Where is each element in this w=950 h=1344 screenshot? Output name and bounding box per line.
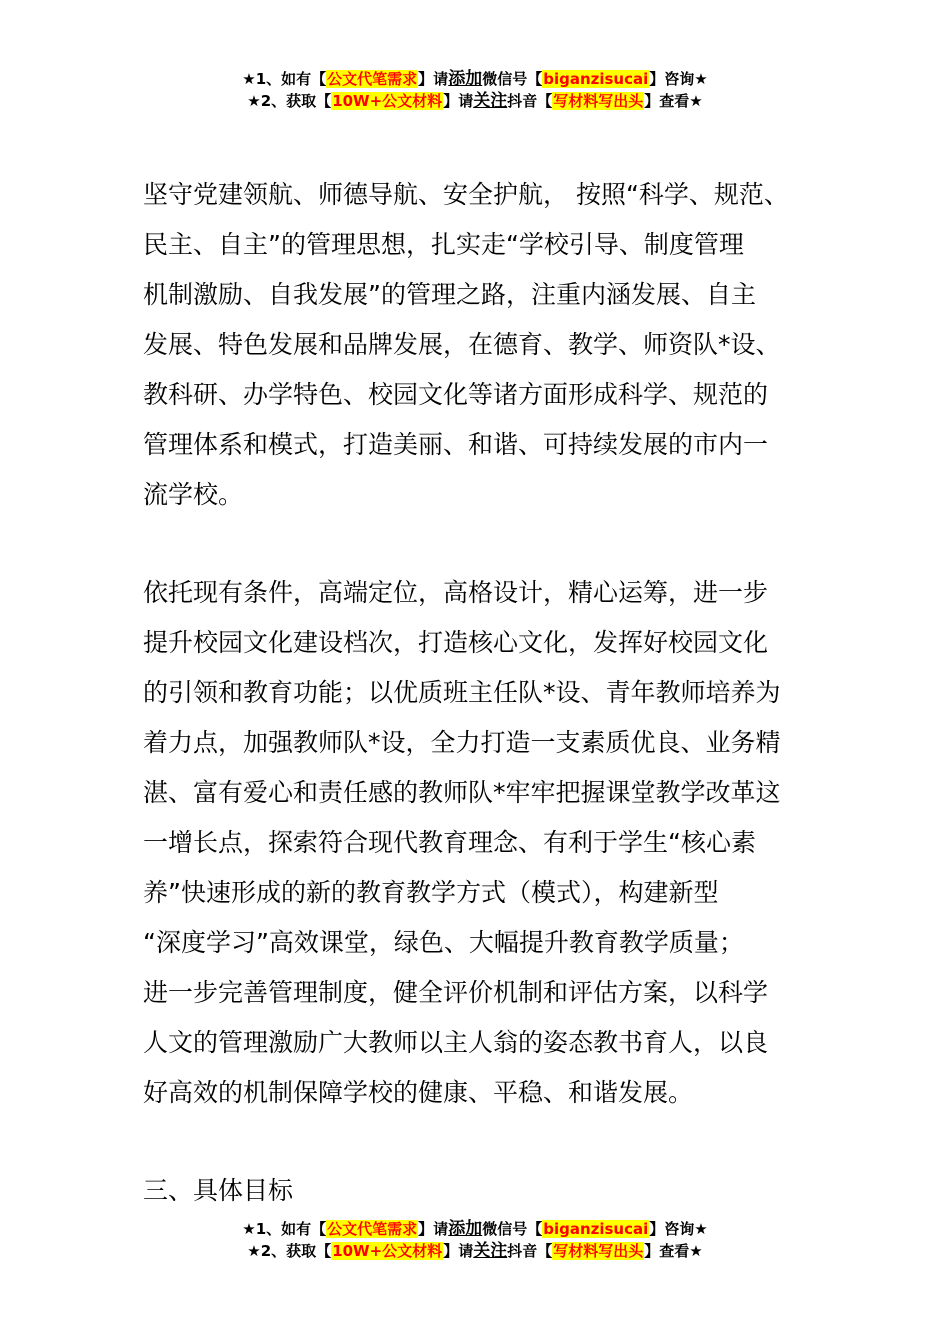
banner-text: 1、如有【	[255, 70, 327, 88]
star-icon: ★	[694, 70, 708, 88]
banner-text: 抖音【	[507, 1242, 553, 1260]
star-icon: ★	[242, 1220, 256, 1238]
highlight-wechat-id: biganzisucai	[543, 70, 649, 88]
text-line: 流学校。	[143, 480, 244, 509]
paragraph-2	[143, 568, 823, 1118]
text-line: 好高效的机制保障学校的健康、平稳、和谐发展。	[143, 1078, 694, 1107]
star-icon: ★	[689, 1242, 703, 1260]
text-line: 人文的管理激励广大教师以主人翁的姿态教书育人，以良	[143, 1028, 769, 1057]
highlight-wechat-id: biganzisucai	[543, 1220, 649, 1238]
banner-line-2	[0, 90, 950, 112]
text-line: 着力点，加强教师队*设，全力打造一支素质优良、业务精	[143, 728, 781, 757]
star-icon: ★	[689, 92, 703, 110]
footer-banner	[0, 1218, 950, 1262]
paragraph-1	[143, 170, 823, 520]
text-line: “深度学习”高效课堂，绿色、大幅提升教育教学质量；	[143, 928, 744, 957]
text-line: 机制激励、自我发展”的管理之路，注重内涵发展、自主	[143, 280, 756, 309]
banner-text: 抖音【	[507, 92, 553, 110]
star-icon: ★	[247, 92, 261, 110]
header-banner	[0, 68, 950, 112]
banner-text: 】请	[418, 70, 449, 88]
highlight-service: 公文代笔需求	[327, 70, 418, 88]
star-icon: ★	[247, 1242, 261, 1260]
emphasis-follow: 关注	[473, 91, 508, 111]
emphasis-add: 添加	[448, 1219, 483, 1239]
section-heading	[143, 1166, 823, 1216]
banner-line-1	[0, 1218, 950, 1240]
banner-text: 】咨询	[649, 1220, 695, 1238]
text-line: 坚守党建领航、师德导航、安全护航， 按照“科学、规范、	[143, 180, 789, 209]
banner-text: 】请	[443, 92, 474, 110]
text-line: 提升校园文化建设档次，打造核心文化，发挥好校园文化	[143, 628, 769, 657]
banner-text: 】请	[418, 1220, 449, 1238]
heading-text: 三、具体目标	[143, 1176, 294, 1205]
text-line: 的引领和教育功能；以优质班主任队*设、青年教师培养为	[143, 678, 781, 707]
banner-text: 】请	[443, 1242, 474, 1260]
text-line: 管理体系和模式，打造美丽、和谐、可持续发展的市内一	[143, 430, 769, 459]
banner-line-1	[0, 68, 950, 90]
highlight-materials: 10W+公文材料	[332, 92, 443, 110]
banner-text: 1、如有【	[255, 1220, 327, 1238]
banner-text: 】查看	[644, 92, 690, 110]
text-line: 民主、自主”的管理思想，扎实走“学校引导、制度管理	[143, 230, 744, 259]
text-line: 依托现有条件，高端定位，高格设计，精心运筹，进一步	[143, 578, 769, 607]
banner-text: 】咨询	[649, 70, 695, 88]
banner-text: 微信号【	[482, 1220, 543, 1238]
text-line: 发展、特色发展和品牌发展，在德育、教学、师资队*设、	[143, 330, 781, 359]
banner-line-2	[0, 1240, 950, 1262]
highlight-douyin-account: 写材料写出头	[553, 1242, 644, 1260]
highlight-materials: 10W+公文材料	[332, 1242, 443, 1260]
banner-text: 微信号【	[482, 70, 543, 88]
text-line: 教科研、办学特色、校园文化等诸方面形成科学、规范的	[143, 380, 769, 409]
emphasis-follow: 关注	[473, 1241, 508, 1261]
text-line: 湛、富有爱心和责任感的教师队*牢牢把握课堂教学改革这	[143, 778, 781, 807]
banner-text: 2、获取【	[260, 92, 332, 110]
banner-text: 2、获取【	[260, 1242, 332, 1260]
text-line: 养”快速形成的新的教育教学方式（模式），构建新型	[143, 878, 719, 907]
banner-text: 】查看	[644, 1242, 690, 1260]
emphasis-add: 添加	[448, 69, 483, 89]
highlight-douyin-account: 写材料写出头	[553, 92, 644, 110]
text-line: 进一步完善管理制度，健全评价机制和评估方案，以科学	[143, 978, 769, 1007]
star-icon: ★	[242, 70, 256, 88]
highlight-service: 公文代笔需求	[327, 1220, 418, 1238]
text-line: 一增长点，探索符合现代教育理念、有利于学生“核心素	[143, 828, 756, 857]
star-icon: ★	[694, 1220, 708, 1238]
